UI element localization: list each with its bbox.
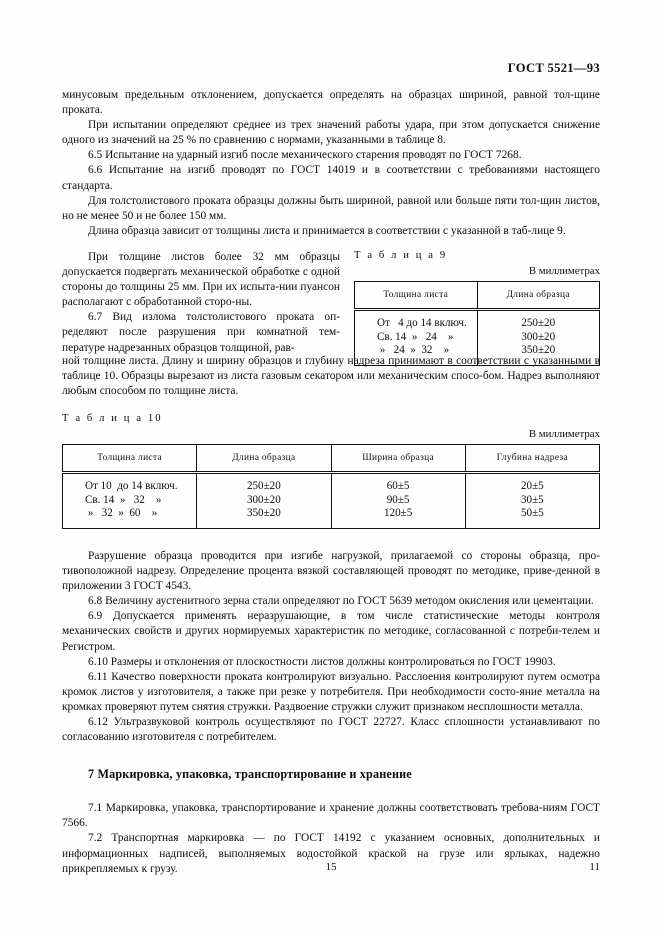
table-10-col-notch-depth: Глубина надреза xyxy=(465,445,599,473)
table-10-units: В миллиметрах xyxy=(528,428,600,441)
table-9 xyxy=(354,281,600,366)
text-wrap-around-table-9 xyxy=(62,249,600,357)
table-10-width-2: 120±5 xyxy=(383,507,413,520)
page-content xyxy=(62,88,600,877)
running-head-standard-number: ГОСТ 5521—93 xyxy=(507,61,600,75)
table-10-col-thickness: Толщина листа xyxy=(63,445,197,473)
paragraph: ной толщине листа. Длину и ширину образцов и глубину надреза принимают в соответствии с указанными в таблице 10. Образцы вырезают из листа газовым секатором или механическим спосо-бом. Надрез выполняют любым способом по толщине листа. xyxy=(62,354,600,398)
table-10-thickness-2: » 32 » 60 » xyxy=(85,507,158,520)
paragraph-clause-6-9: 6.9 Допускается применять неразрушающие, в том числе статистические методы контроля механических свойств и других нормируемых характеристик по методике, согласованной с потреби-телем и Регистром. xyxy=(62,610,600,653)
table-10-cell-length xyxy=(197,473,331,529)
table-9-length-1: 300±20 xyxy=(521,330,556,343)
table-10-length-2: 350±20 xyxy=(246,507,281,520)
wrapped-text-column xyxy=(62,250,340,356)
table-10 xyxy=(62,444,600,529)
table-9-thickness-1: Св. 14 » 24 » xyxy=(377,330,454,343)
table-9-caption: Т а б л и ц а 9 xyxy=(354,249,448,261)
paragraph-clause-6-5: 6.5 Испытание на ударный изгиб после механического старения проводят по ГОСТ 7268. xyxy=(88,149,522,162)
table-9-cell-thickness xyxy=(355,309,478,365)
table-9-block xyxy=(354,250,600,366)
paragraph-clause-6-12: 6.12 Ультразвуковой контроль осуществляют по ГОСТ 22727. Класс сплошности устанавливают по согласованию изготовителя с потребителем. xyxy=(62,716,600,744)
paragraph-clause-6-11: 6.11 Качество поверхности проката контролируют визуально. Расслоения контролируют путем осмотра кромок листов у изготовителя, а также при резке у потребителя. При необходимости состо-яние металла на кромках проверяют путем снятия стружки. Раздвоение стружки служит признаком несплошности металла. xyxy=(62,670,600,713)
section-7-heading: 7 Маркировка, упаковка, транспортирование и хранение xyxy=(88,767,412,782)
table-10-col-width: Ширина образца xyxy=(331,445,465,473)
table-10-cell-thickness xyxy=(63,473,197,529)
paragraph-clause-7-1: 7.1 Маркировка, упаковка, транспортирование и хранение должны соответствовать требова-ниям ГОСТ 7566. xyxy=(62,802,600,830)
folio-center: 15 xyxy=(325,861,337,873)
table-10-caption: Т а б л и ц а 10 xyxy=(62,413,163,425)
paragraph-clause-6-10: 6.10 Размеры и отклонения от плоскостности листов должны контролироваться по ГОСТ 19903. xyxy=(88,655,556,668)
table-10-cell-notch-depth xyxy=(465,473,599,529)
paragraph-clause-6-8: 6.8 Величину аустенитного зерна стали определяют по ГОСТ 5639 методом окисления или цементации. xyxy=(88,595,594,608)
paragraph: Длина образца зависит от толщины листа и принимается в соответствии с указанной в таб-лице 9. xyxy=(88,224,566,237)
table-9-col-length: Длина образца xyxy=(477,281,600,309)
table-10-length-0: 250±20 xyxy=(246,480,281,493)
table-10-notch-0: 20±5 xyxy=(521,480,544,493)
table-10-thickness-1: Св. 14 » 32 » xyxy=(85,493,162,506)
table-10-length-1: 300±20 xyxy=(246,493,281,506)
table-9-length-2: 350±20 xyxy=(521,344,556,357)
paragraph: минусовым предельным отклонением, допускается определять на образцах шириной, равной тол-щине проката. xyxy=(62,89,600,117)
table-row xyxy=(355,309,600,365)
table-9-units: В миллиметрах xyxy=(528,264,600,277)
table-row-header xyxy=(355,281,600,309)
paragraph-clause-7-2: 7.2 Транспортная маркировка — по ГОСТ 14192 с указанием основных, дополнительных и информационных надписей, выполняемых водостойкой краской на грузе или ярлыках, надежно прикрепляемых к грузу. xyxy=(62,832,600,875)
table-9-cell-length xyxy=(477,309,600,365)
paragraph: Для толстолистового проката образцы должны быть шириной, равной или больше пяти тол-щин листов, но не менее 50 и не более 150 мм. xyxy=(62,194,600,222)
table-9-thickness-0: От 4 до 14 включ. xyxy=(377,316,467,329)
paragraph: При толщине листов более 32 мм образцы допускается подвергать механической обработке с одной стороны до толщины 25 мм. При их испыта-нии пуансон располагают с обработанной сторо-ны. xyxy=(62,250,340,309)
table-10-notch-2: 50±5 xyxy=(521,507,544,520)
table-10-width-1: 90±5 xyxy=(386,493,410,506)
table-10-cell-width xyxy=(331,473,465,529)
folio-right: 11 xyxy=(589,861,600,873)
table-10-block xyxy=(62,413,600,529)
paragraph: При испытании определяют среднее из трех значений работы удара, при этом допускается снижение одного из значений на 25 % по сравнению с нормами, указанными в таблице 8. xyxy=(62,119,600,147)
table-9-thickness-2: » 24 » 32 » xyxy=(377,344,450,357)
table-10-notch-1: 30±5 xyxy=(521,493,544,506)
page-footer xyxy=(62,861,600,877)
table-9-col-thickness: Толщина листа xyxy=(355,281,478,309)
table-row-header xyxy=(63,445,600,473)
paragraph-clause-6-7: 6.7 Вид излома толстолистового проката оп-ределяют после разрушения при комнатной тем-пературе надрезанных образцов толщиной, рав- xyxy=(62,311,340,354)
table-row xyxy=(63,473,600,529)
table-10-thickness-0: От 10 до 14 включ. xyxy=(85,480,178,493)
paragraph: Разрушение образца проводится при изгибе нагрузкой, прилагаемой со стороны образца, про-тивоположной надрезу. Определение процента вязкой составляющей проводят по методике, приве-денной в приложении 3 ГОСТ 4543. xyxy=(62,550,600,593)
table-10-width-0: 60±5 xyxy=(386,480,410,493)
table-9-length-0: 250±20 xyxy=(521,316,556,329)
paragraph-clause-6-6: 6.6 Испытание на изгиб проводят по ГОСТ 14019 и в соответствии с требованиями настоящего стандарта. xyxy=(62,164,600,192)
table-10-col-length: Длина образца xyxy=(197,445,331,473)
